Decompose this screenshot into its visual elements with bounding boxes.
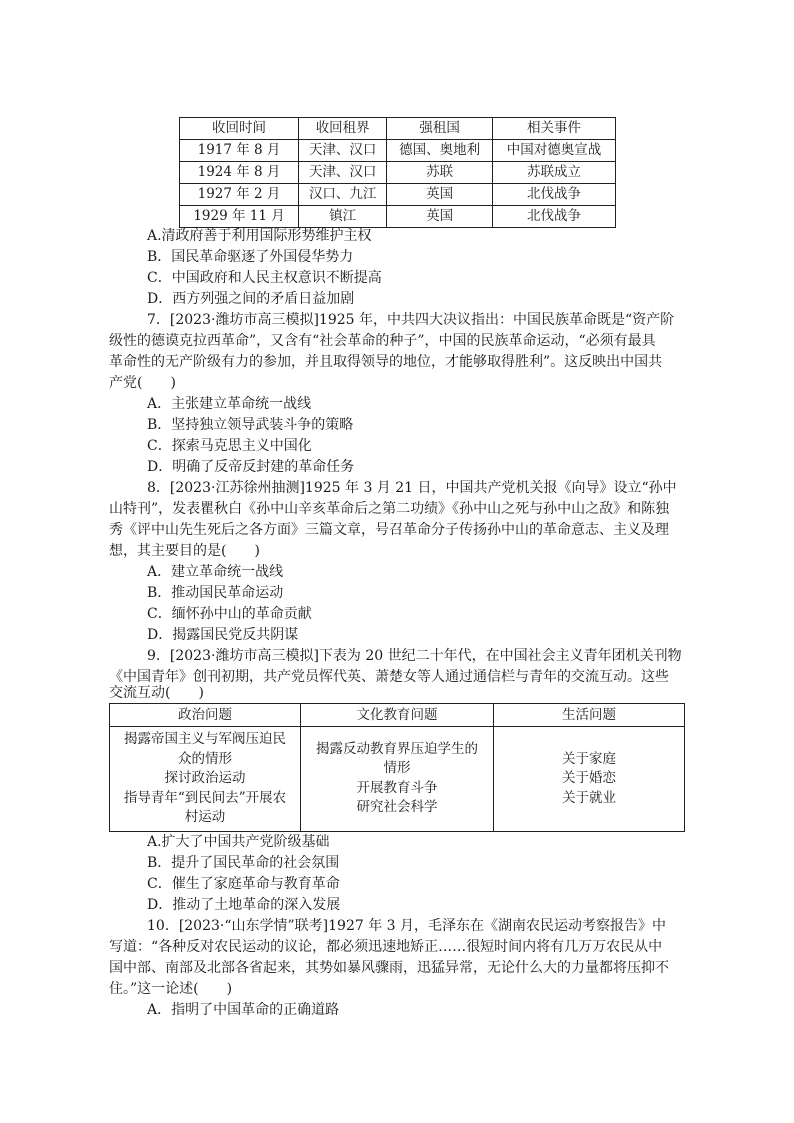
q7-option-c: C．探索马克思主义中国化: [147, 438, 312, 454]
header-cell: 相关事件: [492, 118, 615, 140]
cell-line: 关于家庭: [562, 750, 616, 767]
q10-stem-line: 写道：“各种反对农民运动的议论，都必须迅速地矫正……很短时间内将有几万万农民从中: [109, 939, 663, 955]
table-cell: 1924 年 8 月: [180, 161, 299, 183]
table-cell: 英国: [387, 205, 493, 227]
cell-line: 指导青年“到民间去”开展农: [123, 789, 287, 806]
q10-stem-line: 10．[2023·“山东学情”联考]1927 年 3 月，毛泽东在《湖南农民运动考察报告》中: [147, 918, 667, 934]
cell-line: 众的情形: [178, 750, 232, 767]
q9-option-c: C．催生了家庭革命与教育革命: [147, 876, 340, 892]
q7-stem-line: 革命性的无产阶级有力的参加，并且取得领导的地位，才能够取得胜利”。这反映出中国共: [109, 354, 663, 370]
q10-option-a: A．指明了中国革命的正确道路: [147, 1002, 340, 1018]
table-cell: 1929 年 11 月: [180, 205, 299, 227]
q8-option-d: D．揭露国民党反共阴谋: [147, 627, 299, 643]
header-cell: 收回时间: [180, 118, 299, 140]
culture-cell: [301, 727, 494, 832]
q8-option-c: C．缅怀孙中山的革命贡献: [147, 606, 312, 622]
cell-line: 揭露帝国主义与军阀压迫民: [124, 731, 286, 747]
q6-option-d: D．西方列强之间的矛盾日益加剧: [147, 291, 355, 307]
youth-exchange-table: [109, 703, 685, 832]
table-row: [180, 183, 616, 205]
table-header-row: [110, 704, 685, 727]
q9-option-b: B．提升了国民革命的社会氛围: [147, 855, 340, 871]
q7-stem-line: 级性的德谟克拉西革命”，又含有“社会革命的种子”，中国的民族革命运动，“必须有最具: [109, 333, 656, 349]
header-cell: 收回租界: [299, 118, 387, 140]
cell-line: 开展教育斗争: [356, 779, 438, 796]
q9-option-d: D．推动了土地革命的深入发展: [147, 897, 341, 913]
q8-stem-line: 山特刊”，发表瞿秋白《孙中山辛亥革命后之第二功绩》《孙中山之死与孙中山之敌》和陈独: [109, 501, 670, 517]
life-cell: [494, 727, 685, 832]
header-cell: 政治问题: [110, 704, 301, 727]
cell-line: 关于就业: [562, 789, 616, 806]
politics-cell: [110, 727, 301, 832]
q8-option-a: A．建立革命统一战线: [147, 564, 284, 580]
table-cell: 苏联: [387, 161, 493, 183]
table-row: [180, 161, 616, 183]
table-cell: 德国、奥地利: [387, 139, 493, 161]
q9-stem-line: 9．[2023·潍坊市高三模拟]下表为 20 世纪二十年代，在中国社会主义青年团机关刊物: [147, 648, 682, 664]
cell-line: 研究社会科学: [356, 799, 438, 816]
q7-stem-line: 产党( ): [109, 375, 176, 391]
table-cell: 1927 年 2 月: [180, 183, 299, 205]
table-header-row: [180, 118, 616, 140]
table-cell: 英国: [387, 183, 493, 205]
header-cell: 文化教育问题: [301, 704, 494, 727]
table-cell: 天津、汉口: [299, 139, 387, 161]
q6-option-c: C．中国政府和人民主权意识不断提高: [147, 270, 382, 286]
concession-table: [179, 117, 616, 228]
q8-stem-line: 秀《评中山先生死后之各方面》三篇文章，号召革命分子传扬孙中山的革命意志、主义及理: [109, 522, 669, 538]
q6-option-b: B．国民革命驱逐了外国侵华势力: [147, 249, 354, 265]
q7-option-b: B．坚持独立领导武装斗争的策略: [147, 417, 354, 433]
q6-option-a: A.清政府善于利用国际形势维护主权: [147, 228, 372, 244]
table-cell: 苏联成立: [492, 161, 615, 183]
cell-line: 村运动: [184, 809, 226, 826]
cell-line: 关于婚恋: [562, 770, 616, 787]
q7-option-d: D．明确了反帝反封建的革命任务: [147, 459, 355, 475]
q9-option-a: A.扩大了中国共产党阶级基础: [147, 834, 330, 850]
q7-option-a: A．主张建立革命统一战线: [147, 396, 312, 412]
table-cell: 中国对德奥宣战: [492, 139, 615, 161]
table-cell: 镇江: [299, 205, 387, 227]
q8-option-b: B．推动国民革命运动: [147, 585, 284, 601]
q8-stem-line: 8．[2023·江苏徐州抽测]1925 年 3 月 21 日，中国共产党机关报《向导》设立“孙中: [147, 480, 677, 496]
q9-stem-line: 《中国青年》创刊初期，共产党员恽代英、萧楚女等人通过通信栏与青年的交流互动。这些: [109, 669, 669, 685]
cell-line: 揭露反动教育界压迫学生的: [316, 740, 478, 757]
q8-stem-line: 想，其主要目的是( ): [109, 543, 260, 559]
q7-stem-line: 7．[2023·潍坊市高三模拟]1925 年，中共四大决议指出：中国民族革命既是“资产阶: [147, 312, 675, 328]
table-cell: 天津、汉口: [299, 161, 387, 183]
cell-line: 情形: [383, 760, 411, 777]
table-row: [180, 205, 616, 227]
q10-stem-line: 国中部、南部及北部各省起来，其势如暴风骤雨，迅猛异常，无论什么大的力量都将压抑不: [109, 960, 669, 976]
q10-stem-line: 住。”这一论述( ): [109, 981, 233, 997]
table-cell: 汉口、九江: [299, 183, 387, 205]
table-cell: 北伐战争: [492, 205, 615, 227]
table-cell: 1917 年 8 月: [180, 139, 299, 161]
table-row: [110, 727, 685, 832]
header-cell: 生活问题: [494, 704, 685, 727]
cell-line: 探讨政治运动: [164, 770, 246, 787]
header-cell: 强租国: [387, 118, 493, 140]
table-cell: 北伐战争: [492, 183, 615, 205]
q9-stem-line: 交流互动( ): [109, 685, 204, 701]
table-row: [180, 139, 616, 161]
